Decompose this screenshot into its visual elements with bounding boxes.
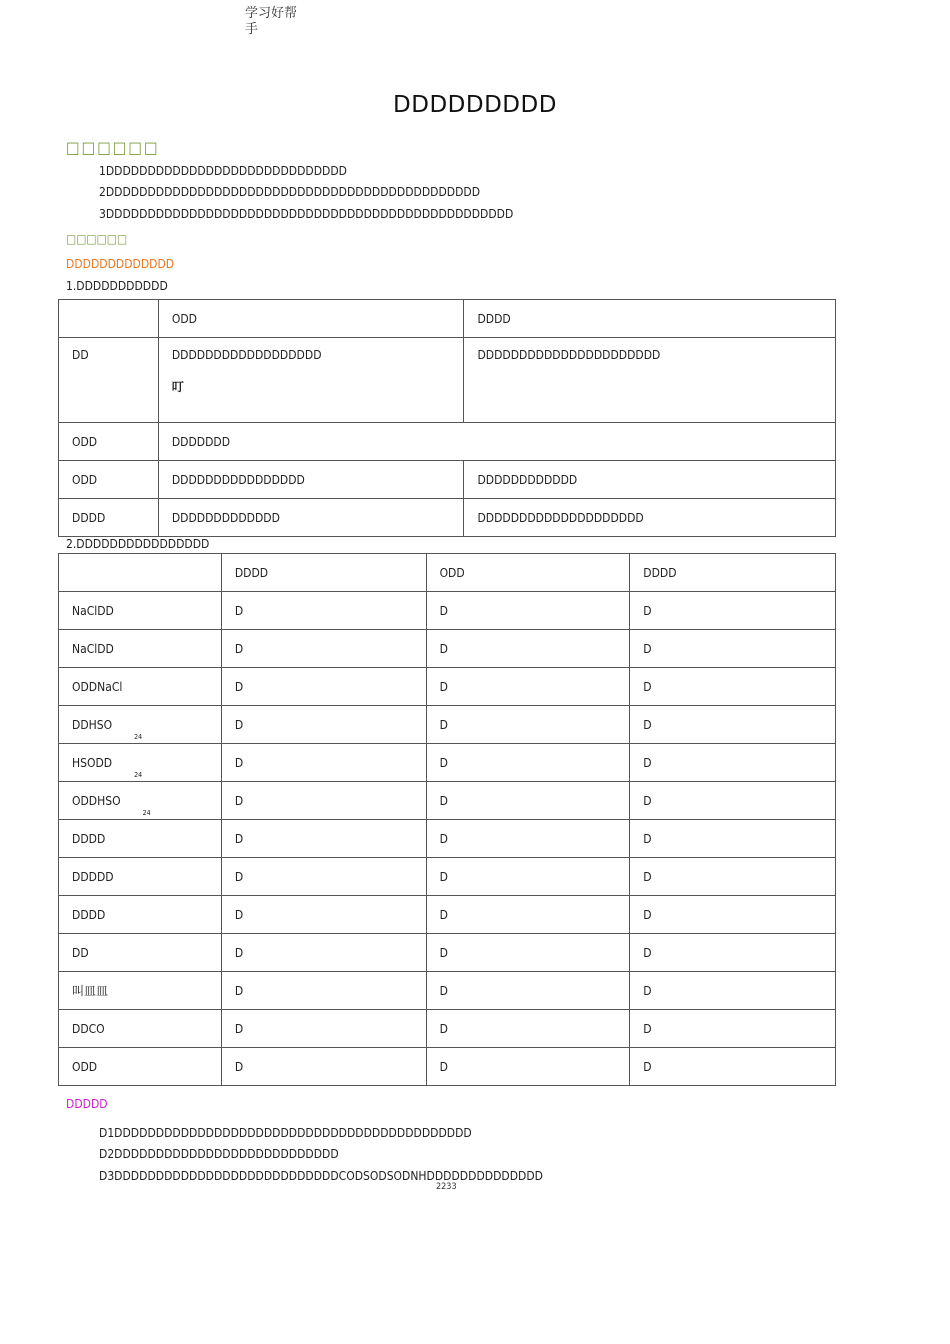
- table-cell: [59, 300, 159, 338]
- table-cell: ODD: [158, 300, 464, 338]
- subscript: 24: [134, 732, 143, 741]
- table-cell: [59, 858, 222, 896]
- table-row: [59, 338, 836, 423]
- table-cell: D: [221, 668, 426, 706]
- note-3: D3DDDDDDDDDDDDDDDDDDDDDDDDDDDCODSODSODNHDDDDDDDDDDDDDD: [99, 1169, 543, 1183]
- note-1: D1DDDDDDDDDDDDDDDDDDDDDDDDDDDDDDDDDDDDDDDDDDD: [99, 1126, 472, 1140]
- table-cell: [158, 338, 464, 423]
- substance-name: ODDHSO: [72, 793, 121, 808]
- table-cell: D: [630, 896, 836, 934]
- table-cell: DD: [59, 338, 159, 423]
- table-cell: D: [426, 1010, 630, 1048]
- table-cell: D: [630, 934, 836, 972]
- cell-text: 叮: [171, 380, 184, 394]
- subscript: 24: [134, 770, 143, 779]
- comparison-table: [58, 299, 836, 537]
- substance-name: DDDDD: [72, 869, 114, 884]
- table-cell: DDDDDDDDDDDDDDDDDDDDDD: [464, 338, 836, 423]
- table-header-row: [59, 554, 836, 592]
- table-cell: D: [630, 972, 836, 1010]
- cell-text: DDDDDDDDDDDDDDDDDD: [171, 348, 322, 362]
- table-cell: D: [221, 592, 426, 630]
- section-heading-content: □□□□□□: [66, 232, 128, 246]
- notes-heading: DDDDD: [66, 1097, 108, 1111]
- table-cell: D: [426, 896, 630, 934]
- table-cell: D: [630, 820, 836, 858]
- table-cell: D: [630, 1010, 836, 1048]
- table-cell: D: [426, 1048, 630, 1086]
- substance-name: DDHSO: [72, 717, 113, 732]
- table-cell: DDDDDDDDDDDD: [464, 461, 836, 499]
- table-row: [59, 630, 836, 668]
- table-row: [59, 461, 836, 499]
- table-cell: [59, 782, 222, 820]
- table-cell: D: [426, 744, 630, 782]
- page-header: 学习好帮手: [245, 6, 298, 37]
- table-header-cell: DDDD: [221, 554, 426, 592]
- note-2: D2DDDDDDDDDDDDDDDDDDDDDDDDDDD: [99, 1147, 339, 1161]
- substance-name: DDCO: [72, 1021, 105, 1036]
- substance-name: DDDD: [72, 907, 106, 922]
- substance-name: DD: [72, 945, 89, 960]
- table-cell: D: [426, 820, 630, 858]
- table-cell: D: [426, 630, 630, 668]
- substance-name: DDDD: [72, 831, 106, 846]
- table-cell: D: [221, 782, 426, 820]
- table-cell: D: [221, 630, 426, 668]
- table-header-cell: [59, 554, 222, 592]
- table-cell: D: [426, 972, 630, 1010]
- table-1-caption: 1.DDDDDDDDDDD: [66, 279, 168, 293]
- table-cell: D: [630, 744, 836, 782]
- table-cell: [59, 820, 222, 858]
- table-cell: [59, 934, 222, 972]
- document-title: DDDDDDDDD: [393, 92, 557, 118]
- table-cell: ODD: [59, 461, 159, 499]
- goal-1: 1DDDDDDDDDDDDDDDDDDDDDDDDDDDDD: [99, 164, 347, 178]
- table-row: [59, 706, 836, 744]
- table-cell: D: [426, 782, 630, 820]
- table-cell: [59, 744, 222, 782]
- substance-name: ODDNaCl: [72, 679, 123, 694]
- table-cell: D: [630, 668, 836, 706]
- table-row: [59, 782, 836, 820]
- substance-name: ODD: [72, 1059, 98, 1074]
- page-number: 2233: [436, 1182, 457, 1192]
- table-cell: [59, 630, 222, 668]
- table-cell: D: [630, 630, 836, 668]
- table-row: [59, 668, 836, 706]
- subscript: 24: [142, 808, 151, 817]
- table-cell: D: [426, 934, 630, 972]
- table-cell: D: [630, 1048, 836, 1086]
- table-row: [59, 858, 836, 896]
- table-cell: D: [630, 706, 836, 744]
- goal-3: 3DDDDDDDDDDDDDDDDDDDDDDDDDDDDDDDDDDDDDDDDDDDDDDDDD: [99, 207, 514, 221]
- properties-table: [58, 553, 836, 1086]
- table-cell: [59, 668, 222, 706]
- table-cell: D: [221, 706, 426, 744]
- table-row: [59, 592, 836, 630]
- table-row: [59, 744, 836, 782]
- substance-name: 叫皿皿: [72, 984, 109, 998]
- table-row: [59, 1010, 836, 1048]
- table-cell: D: [221, 820, 426, 858]
- table-cell: DDDDDDD: [158, 423, 835, 461]
- table-cell: D: [221, 1048, 426, 1086]
- table-header-cell: ODD: [426, 554, 630, 592]
- table-cell: DDDDDDDDDDDDDDDD: [158, 461, 464, 499]
- table-cell: DDDDDDDDDDDDDDDDDDDD: [464, 499, 836, 537]
- table-cell: D: [426, 668, 630, 706]
- table-row: [59, 423, 836, 461]
- table-cell: [59, 706, 222, 744]
- table-cell: D: [630, 858, 836, 896]
- table-row: [59, 934, 836, 972]
- table-header-cell: DDDD: [630, 554, 836, 592]
- table-2-caption: 2.DDDDDDDDDDDDDDDD: [66, 537, 210, 551]
- subsection-heading: DDDDDDDDDDDDD: [66, 257, 175, 271]
- table-cell: [59, 592, 222, 630]
- table-cell: [59, 1048, 222, 1086]
- properties-table-body: [59, 592, 836, 1086]
- table-cell: D: [221, 744, 426, 782]
- table-cell: D: [221, 972, 426, 1010]
- table-cell: [59, 896, 222, 934]
- table-cell: D: [426, 706, 630, 744]
- table-cell: D: [426, 858, 630, 896]
- table-cell: D: [221, 934, 426, 972]
- table-cell: D: [426, 592, 630, 630]
- table-cell: D: [221, 858, 426, 896]
- table-cell: [59, 1010, 222, 1048]
- table-cell: [59, 972, 222, 1010]
- table-row: [59, 896, 836, 934]
- table-cell: DDDD: [59, 499, 159, 537]
- table-cell: DDDD: [464, 300, 836, 338]
- table-cell: ODD: [59, 423, 159, 461]
- substance-name: HSODD: [72, 755, 113, 770]
- table-cell: D: [221, 1010, 426, 1048]
- substance-name: NaClDD: [72, 603, 114, 618]
- table-cell: D: [630, 592, 836, 630]
- table-row: [59, 300, 836, 338]
- table-cell: DDDDDDDDDDDDD: [158, 499, 464, 537]
- table-row: [59, 972, 836, 1010]
- section-heading-goals: □□□□□□: [66, 138, 160, 157]
- table-cell: D: [221, 896, 426, 934]
- table-row: [59, 499, 836, 537]
- table-row: [59, 820, 836, 858]
- table-cell: D: [630, 782, 836, 820]
- goal-2: 2DDDDDDDDDDDDDDDDDDDDDDDDDDDDDDDDDDDDDDDDDDDDD: [99, 185, 481, 199]
- table-row: [59, 1048, 836, 1086]
- substance-name: NaClDD: [72, 641, 114, 656]
